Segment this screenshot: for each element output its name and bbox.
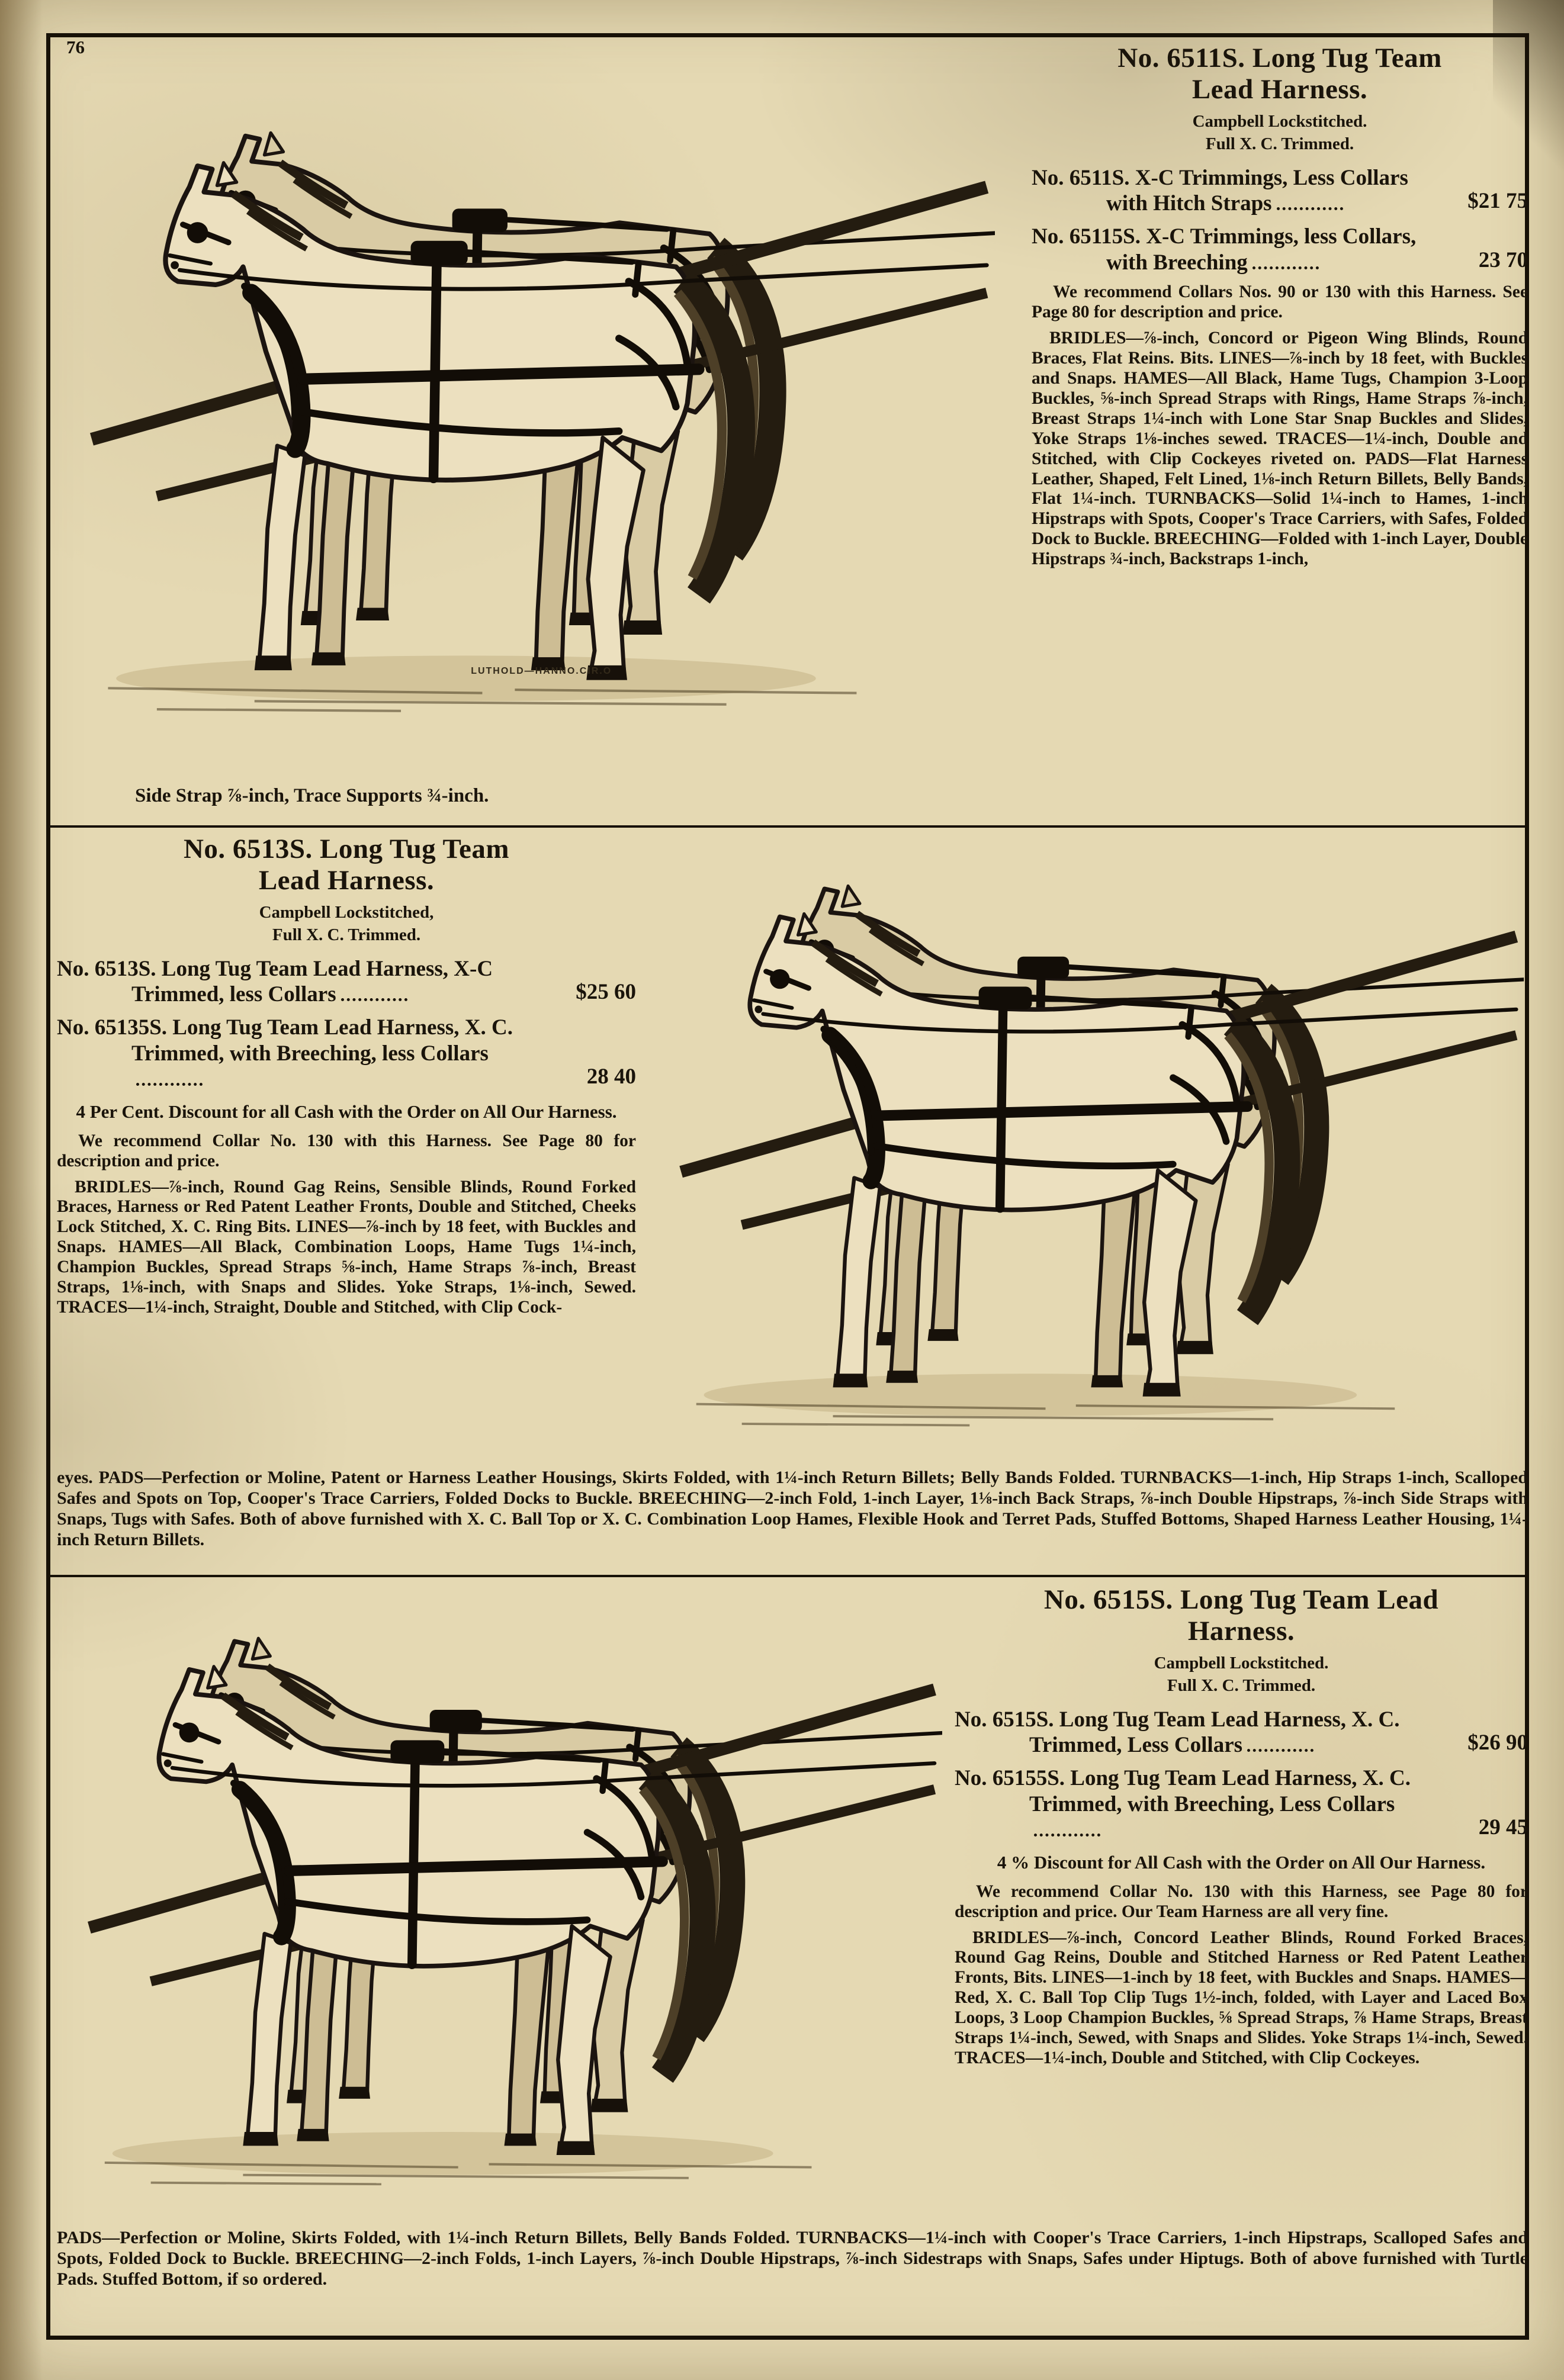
product-title-line: Lead Harness.	[1192, 73, 1368, 105]
product-6511-subtitle	[1032, 111, 1528, 155]
illustration-6513-horse-team	[647, 845, 1528, 1437]
description-continuation-6513: eyes. PADS—Perfection or Moline, Patent or Harness Leather Housings, Skirts Folded, with 1¼-inch Return Billets; Belly Bands Folded. TURNBACKS—1-inch, Hip Straps 1-inch, Scalloped Safes and Spots on Top, Cooper's Trace Carriers, Folded Docks to Buckle. BREECHING—2-inch Fold, 1-inch Layer, 1⅛-inch Back Straps, ⅞-inch Double Hipstraps, ⅞-inch Side Straps with Snaps, Tugs with Safes. Both of above furnished with X. C. Ball Top or X. C. Combination Loop Hames, Flexible Hook and Terret Pads, Stuffed Bottoms, Shaped Harness Leather Housing, 1¼-inch Return Billets.	[57, 1468, 1528, 1550]
price-item-label: No. 6511S. X-C Trimmings, Less Collars with Hitch Straps	[1032, 165, 1408, 216]
price-list-6513	[57, 956, 636, 1092]
recommend-note-6511: We recommend Collars Nos. 90 or 130 with this Harness. See Page 80 for description and price.	[1032, 282, 1528, 322]
price-item-label: No. 65115S. X-C Trimmings, less Collars, with Breeching	[1032, 224, 1417, 275]
discount-note-6513: 4 Per Cent. Discount for all Cash with the Order on All Our Harness.	[76, 1101, 617, 1122]
price-list-6515	[955, 1707, 1528, 1843]
product-6511-title	[1032, 43, 1528, 105]
price-item-price: $21 75	[1467, 189, 1528, 214]
product-subtitle-line: Full X. C. Trimmed.	[272, 925, 421, 944]
product-title-line: Lead Harness.	[258, 864, 435, 896]
product-subtitle-line: Campbell Lockstitched,	[259, 903, 434, 922]
recommend-note-6515: We recommend Collar No. 130 with this Harness, see Page 80 for description and price. Our Team Harness are all very fine.	[955, 1882, 1528, 1921]
engraver-credit: LUTHOLD—HANNO.CIR.O	[471, 666, 612, 677]
product-title-line: No. 6513S. Long Tug Team	[183, 834, 510, 864]
product-subtitle-line: Full X. C. Trimmed.	[1205, 134, 1354, 153]
price-item	[1032, 224, 1528, 275]
product-title-line: Harness.	[1187, 1615, 1295, 1646]
product-6513-subtitle	[57, 902, 636, 946]
product-subtitle-line: Campbell Lockstitched.	[1192, 112, 1367, 131]
price-item-price: 29 45	[1478, 1815, 1528, 1840]
section-divider	[50, 825, 1526, 828]
product-6515	[955, 1584, 1528, 2075]
product-title-line: No. 6511S. Long Tug Team	[1117, 43, 1442, 73]
horse-team-engraving	[59, 46, 995, 767]
horse-team-engraving	[647, 845, 1528, 1437]
illustration-6511-horse-team	[59, 46, 995, 767]
product-subtitle-line: Full X. C. Trimmed.	[1167, 1675, 1316, 1695]
price-item-label: No. 65135S. Long Tug Team Lead Harness, X. C. Trimmed, with Breeching, less Collars	[57, 1015, 513, 1091]
price-item	[57, 956, 636, 1008]
product-6513-title	[57, 834, 636, 896]
price-item-price: $25 60	[576, 980, 636, 1005]
illustration-6515-horse-team	[56, 1597, 945, 2196]
page-number: 76	[66, 37, 85, 57]
section-divider	[50, 1575, 1526, 1577]
description-continuation-6515: PADS—Perfection or Moline, Skirts Folded, with 1¼-inch Return Billets, Belly Bands Folded. TURNBACKS—1¼-inch with Cooper's Trace Carriers, 1-inch Hipstraps, Scalloped Safes and Spots, Folded Dock to Buckle. BREECHING—2-inch Folds, 1-inch Layers, ⅞-inch Double Hipstraps, ⅞-inch Sidestraps with Snaps, Safes under Hiptugs. Both of above furnished with Turtle Pads. Stuffed Bottom, if so ordered.	[57, 2228, 1528, 2289]
price-item	[57, 1015, 636, 1092]
illustration-caption-6511: Side Strap ⅞-inch, Trace Supports ¾-inch.	[135, 785, 489, 806]
price-item-price: 23 70	[1478, 247, 1528, 272]
horse-team-engraving	[56, 1597, 945, 2196]
binding-shadow	[0, 0, 43, 2380]
price-item	[955, 1707, 1528, 1758]
product-title-line: No. 6515S. Long Tug Team Lead	[1043, 1584, 1439, 1615]
price-item-label: No. 6515S. Long Tug Team Lead Harness, X. C. Trimmed, Less Collars	[955, 1707, 1400, 1758]
price-item	[955, 1765, 1528, 1843]
product-6513	[57, 834, 636, 1324]
product-6515-title	[955, 1584, 1528, 1646]
recommend-note-6513: We recommend Collar No. 130 with this Harness. See Page 80 for description and price.	[57, 1131, 636, 1170]
price-item-price: $26 90	[1467, 1731, 1528, 1755]
product-description-6513: BRIDLES—⅞-inch, Round Gag Reins, Sensible Blinds, Round Forked Braces, Harness or Red Patent Leather Fronts, Double and Stitched, Cheeks Lock Stitched, X. C. Ring Bits. LINES—⅞-inch by 18 feet, with Buckles and Snaps. HAMES—All Black, Combination Loops, Hame Tugs 1¼-inch, Champion Buckles, Spread Straps ⅝-inch, Hame Straps ⅞-inch, Breast Straps, 1⅛-inch, with Snaps and Slides. Yoke Straps, 1⅛-inch, Sewed. TRACES—1¼-inch, Straight, Double and Stitched, with Clip Cock-	[57, 1177, 636, 1317]
price-item-label: No. 6513S. Long Tug Team Lead Harness, X-C Trimmed, less Collars	[57, 956, 493, 1007]
product-description-6515: BRIDLES—⅞-inch, Concord Leather Blinds, Round Forked Braces, Round Gag Reins, Double and Stitched Harness or Red Patent Leather Fronts, Bits. LINES—1-inch by 18 feet, with Buckles and Snaps. HAMES—Red, X. C. Ball Top Clip Tugs 1½-inch, folded, with Layer and Laced Box Loops, 3 Loop Champion Buckles, ⅝ Spread Straps, ⅞ Hame Straps, Breast Straps 1¼-inch, Sewed, with Snaps and Slides. Yoke Straps 1¼-inch, Sewed. TRACES—1¼-inch, Double and Stitched, with Clip Cockeyes.	[955, 1928, 1528, 2068]
product-6511	[1032, 43, 1528, 575]
product-6515-subtitle	[955, 1652, 1528, 1697]
price-item-label: No. 65155S. Long Tug Team Lead Harness, X. C. Trimmed, with Breeching, Less Collars	[955, 1766, 1411, 1842]
price-list-6511	[1032, 165, 1528, 276]
price-item-price: 28 40	[586, 1064, 636, 1089]
discount-note-6515: 4 % Discount for All Cash with the Order on All Our Harness.	[997, 1851, 1486, 1873]
price-item	[1032, 165, 1528, 217]
product-subtitle-line: Campbell Lockstitched.	[1154, 1654, 1329, 1673]
product-description-6511: BRIDLES—⅞-inch, Concord or Pigeon Wing Blinds, Round Braces, Flat Reins. Bits. LINES—⅞-inch by 18 feet, with Buckles and Snaps. HAMES—All Black, Hame Tugs, Champion 3-Loop Buckles, ⅝-inch Spread Straps with Rings, Hame Straps ⅞-inch, Breast Straps 1¼-inch with Lone Star Snap Buckles and Slides, Yoke Straps 1⅛-inches sewed. TRACES—1¼-inch, Double and Stitched, with Clip Cockeyes riveted on. PADS—Flat Harness Leather, Shaped, Felt Lined, 1⅛-inch Return Billets, Belly Bands, Flat 1¼-inch. TURNBACKS—Solid 1¼-inch to Hames, 1-inch Hipstraps with Spots, Cooper's Trace Carriers, with Safes, Folded Dock to Buckle. BREECHING—Folded with 1-inch Layer, Double Hipstraps ¾-inch, Backstraps 1-inch,	[1032, 329, 1528, 569]
